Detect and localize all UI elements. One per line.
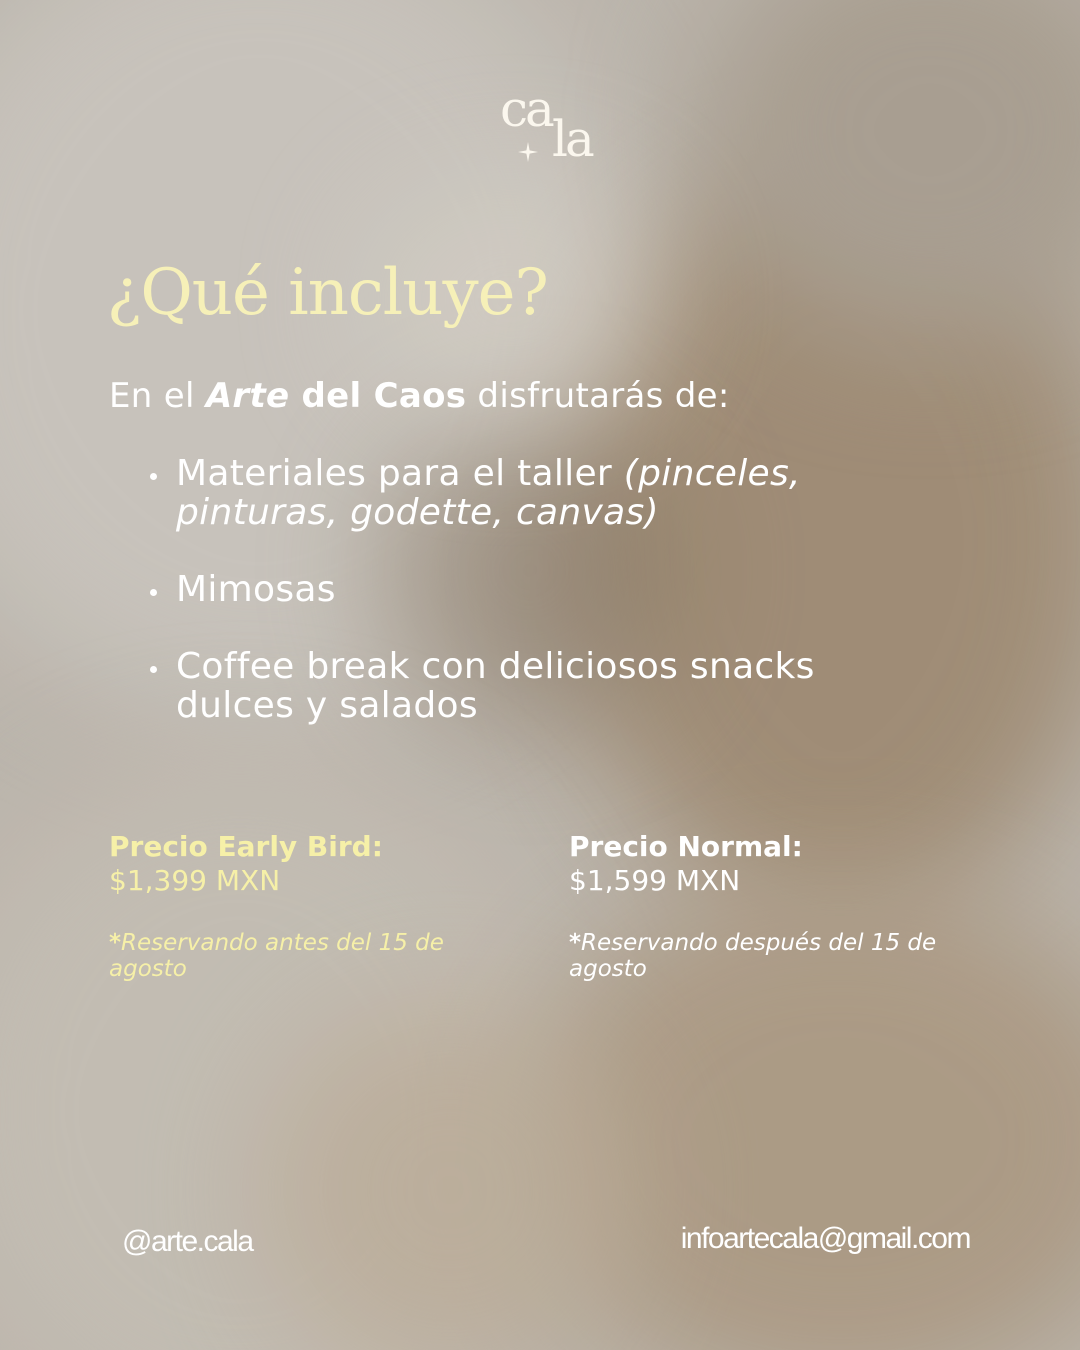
- price-value: $1,399 MXN: [109, 864, 281, 897]
- list-item: [148, 570, 908, 609]
- list-item-text: Materiales para el taller: [176, 453, 624, 494]
- instagram-handle[interactable]: @arte.cala: [122, 1225, 253, 1258]
- note-text: Reservando después del 15 de agosto: [569, 930, 937, 982]
- list-item-text: Mimosas: [176, 569, 336, 610]
- sparkle-star-icon: [518, 142, 538, 162]
- price-value: $1,599 MXN: [569, 864, 741, 897]
- list-item: [148, 647, 908, 725]
- list-item: [148, 454, 908, 532]
- event-name-rest: del Caos: [289, 376, 467, 416]
- page-title: ¿Qué incluye?: [107, 256, 548, 330]
- normal-price-block: [569, 830, 989, 982]
- intro-suffix: disfrutarás de:: [466, 376, 730, 416]
- intro-prefix: En el: [109, 376, 206, 416]
- logo-text-bottom: la: [552, 110, 592, 168]
- note-asterisk: *: [109, 930, 122, 956]
- price-note: [569, 930, 989, 982]
- price-label: Precio Normal:: [569, 830, 803, 863]
- intro-text: [109, 376, 730, 416]
- note-asterisk: *: [569, 930, 582, 956]
- contact-email[interactable]: infoartecala@gmail.com: [680, 1222, 970, 1255]
- list-item-text: Coffee break con deliciosos snacks dulces y salados: [176, 646, 815, 726]
- logo-text-top: ca: [500, 80, 552, 138]
- event-name-italic: Arte: [205, 376, 290, 416]
- early-bird-price-block: [109, 830, 509, 982]
- list-item-detail: (pinceles, pinturas, godette, canvas): [176, 453, 801, 533]
- cala-logo: [496, 80, 616, 180]
- note-text: Reservando antes del 15 de agosto: [109, 930, 444, 982]
- includes-list: [148, 454, 908, 763]
- price-label: Precio Early Bird:: [109, 830, 383, 863]
- event-name: [206, 376, 467, 416]
- price-note: [109, 930, 509, 982]
